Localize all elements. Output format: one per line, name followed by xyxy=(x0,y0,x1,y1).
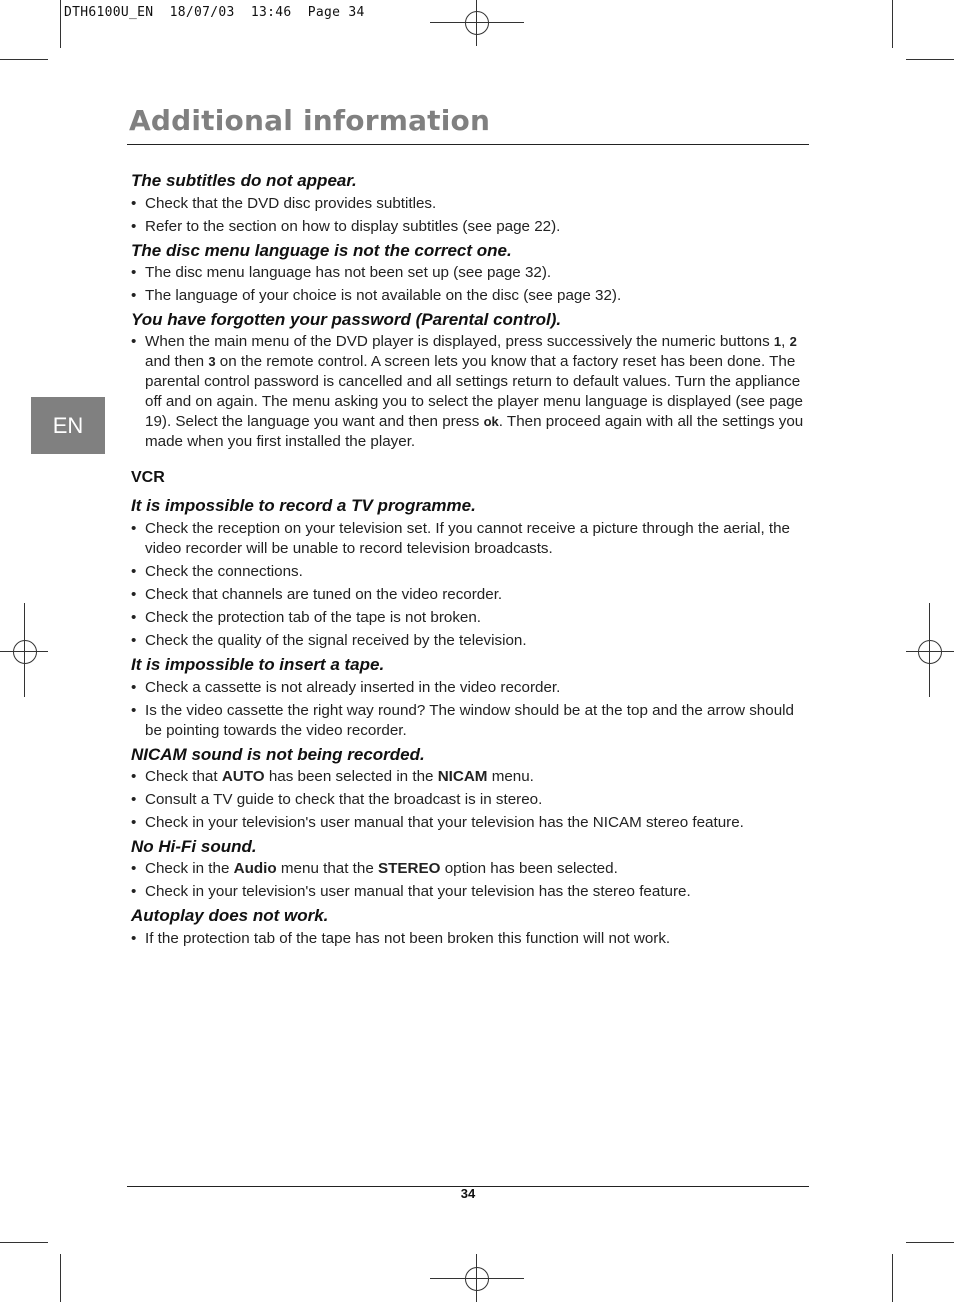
key-label: 3 xyxy=(208,354,216,369)
key-label: 1 xyxy=(773,334,782,349)
menu-keyword: NICAM xyxy=(437,768,488,785)
bullet-icon: • xyxy=(131,930,137,947)
section-heading: It is impossible to insert a tape. xyxy=(131,655,385,674)
bullet-list xyxy=(131,332,811,452)
bullet-icon: • xyxy=(131,563,137,580)
key-label: 2 xyxy=(789,334,797,349)
list-item: • Check in the Audio menu that the STEREO option has been selected. xyxy=(131,860,618,877)
bullet-icon: • xyxy=(131,586,137,603)
section-heading: The subtitles do not appear. xyxy=(131,171,357,190)
bullet-icon: • xyxy=(131,814,137,831)
bullet-icon: • xyxy=(131,883,137,900)
list-item: • Consult a TV guide to check that the broadcast is in stereo. xyxy=(131,791,543,808)
section-heading: NICAM sound is not being recorded. xyxy=(131,745,425,764)
bullet-icon: • xyxy=(131,768,137,785)
title-rule xyxy=(127,144,809,145)
bullet-icon: • xyxy=(131,632,137,649)
vcr-section-label: VCR xyxy=(131,469,165,486)
list-item: • Refer to the section on how to display subtitles (see page 22). xyxy=(131,218,561,235)
troubleshooting-content xyxy=(131,170,811,952)
page-number: 34 xyxy=(460,1186,476,1201)
list-item: • Is the video cassette the right way round? The window should be at the top and the arrow should be pointing towards the video recorder. xyxy=(131,702,794,739)
bullet-icon: • xyxy=(131,195,137,212)
bullet-list xyxy=(131,859,811,902)
menu-keyword: STEREO xyxy=(378,860,441,877)
list-item: • Check a cassette is not already inserted in the video recorder. xyxy=(131,679,561,696)
list-item: • Check the connections. xyxy=(131,563,303,580)
bullet-list xyxy=(131,678,811,741)
list-item: • Check the protection tab of the tape is not broken. xyxy=(131,609,482,626)
bullet-list xyxy=(131,929,811,949)
bullet-icon: • xyxy=(131,702,137,719)
bullet-icon: • xyxy=(131,333,137,350)
key-label: ok xyxy=(483,414,499,429)
list-item: • The disc menu language has not been set up (see page 32). xyxy=(131,264,552,281)
menu-keyword: AUTO xyxy=(221,768,265,785)
list-item: • Check in your television's user manual that your television has the NICAM stereo feature. xyxy=(131,814,744,831)
bullet-list xyxy=(131,767,811,833)
menu-keyword: Audio xyxy=(233,860,277,877)
bullet-icon: • xyxy=(131,520,137,537)
list-item: • If the protection tab of the tape has not been broken this function will not work. xyxy=(131,930,671,947)
bullet-icon: • xyxy=(131,218,137,235)
bullet-list xyxy=(131,194,811,237)
bullet-icon: • xyxy=(131,287,137,304)
list-item: • Check in your television's user manual that your television has the stereo feature. xyxy=(131,883,691,900)
section-heading: No Hi-Fi sound. xyxy=(131,837,257,856)
language-tab: EN xyxy=(31,397,105,454)
bullet-icon: • xyxy=(131,791,137,808)
list-item: • When the main menu of the DVD player is displayed, press successively the numeric buttons 1, 2 and then 3 on the remote control. A screen lets you know that a factory reset has been done. The parental control password is cancelled and all settings return to default values. Turn the appliance off and on again. The menu asking you to select the player menu language is displayed (see page 19). Select the language you want and then press ok. Then proceed again with all the settings you made when you first installed the player. xyxy=(131,333,804,450)
bullet-icon: • xyxy=(131,609,137,626)
section-heading: You have forgotten your password (Parental control). xyxy=(131,310,562,329)
list-item: • Check that AUTO has been selected in the NICAM menu. xyxy=(131,768,534,785)
bullet-icon: • xyxy=(131,679,137,696)
list-item: • Check the reception on your television set. If you cannot receive a picture through the aerial, the video recorder will be unable to record television broadcasts. xyxy=(131,520,791,557)
list-item: • Check the quality of the signal received by the television. xyxy=(131,632,527,649)
list-item: • Check that the DVD disc provides subtitles. xyxy=(131,195,437,212)
print-slug: DTH6100U_EN 18/07/03 13:46 Page 34 xyxy=(64,5,365,20)
section-heading: The disc menu language is not the correct one. xyxy=(131,241,512,260)
bullet-list xyxy=(131,263,811,306)
page-title: Additional information xyxy=(129,104,491,137)
list-item: • The language of your choice is not available on the disc (see page 32). xyxy=(131,287,622,304)
section-heading: Autoplay does not work. xyxy=(131,906,329,925)
section-heading: It is impossible to record a TV programme. xyxy=(131,496,476,515)
bullet-list xyxy=(131,519,811,651)
bullet-icon: • xyxy=(131,264,137,281)
bullet-icon: • xyxy=(131,860,137,877)
list-item: • Check that channels are tuned on the video recorder. xyxy=(131,586,503,603)
